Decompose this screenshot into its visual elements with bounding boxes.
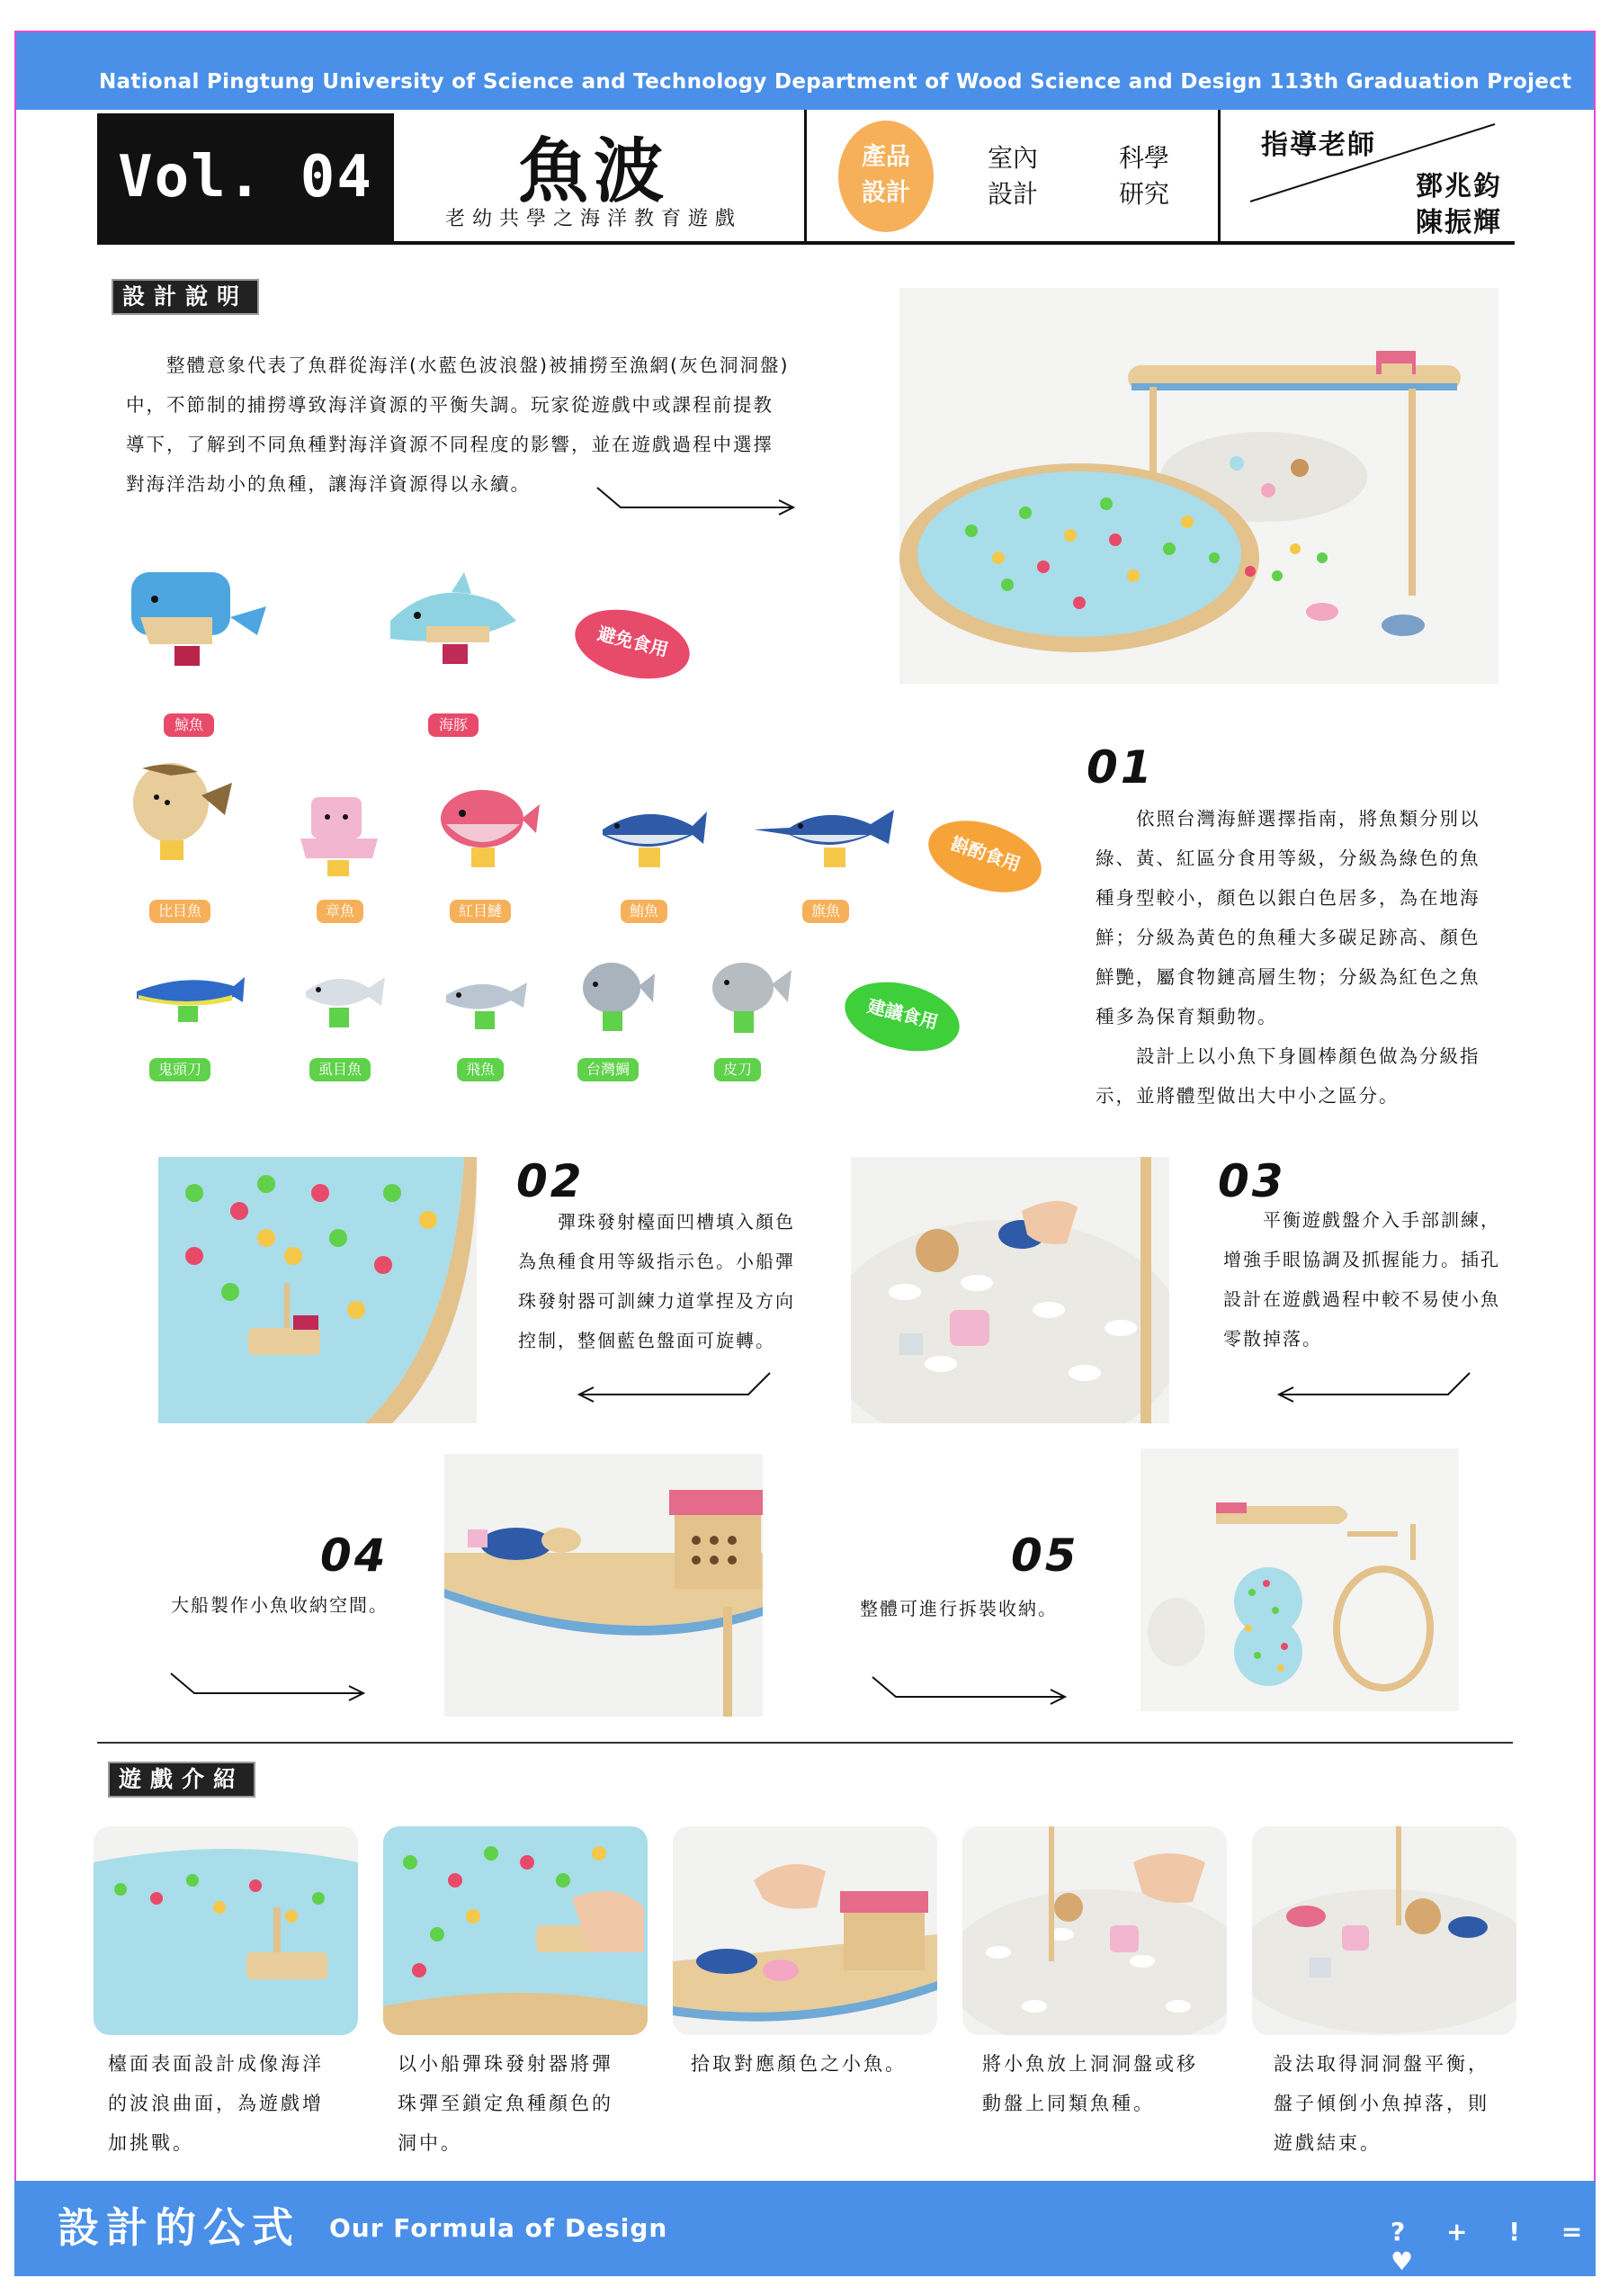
fish-flyingfish xyxy=(441,972,531,1036)
arrow-right xyxy=(167,1670,371,1706)
bubble-avoid: 避免食用 xyxy=(568,598,697,689)
game-caption-2: 以小船彈珠發射器將彈 珠彈至鎖定魚種顏色的 洞中。 xyxy=(398,2053,613,2154)
category-interior-1: 室內 xyxy=(988,143,1039,173)
tag-milkfish: 虱目魚 xyxy=(309,1058,371,1081)
mahi-figure xyxy=(133,972,246,1026)
storage-boat-illustration xyxy=(444,1454,763,1717)
advisor-name-2: 陳振輝 xyxy=(1416,207,1502,238)
fish-tuna xyxy=(594,799,711,880)
pidao-figure xyxy=(707,959,793,1040)
section-label-design: 設計說明 xyxy=(112,279,259,315)
volume-label: Vol. 04 xyxy=(97,113,394,241)
game-caption-4: 將小魚放上洞洞盤或移 動盤上同類魚種。 xyxy=(982,2053,1198,2114)
balance-end-illustration xyxy=(1252,1826,1516,2035)
product-photo xyxy=(899,288,1498,684)
tag-flyingfish: 飛魚 xyxy=(457,1058,504,1081)
footer-subtitle: Our Formula of Design xyxy=(329,2213,668,2243)
tag-mahi: 鬼頭刀 xyxy=(149,1058,210,1081)
category-interior-2: 設計 xyxy=(988,179,1039,209)
step-number-02: 02 xyxy=(516,1155,585,1207)
game-photo-3 xyxy=(673,1826,937,2035)
tag-swordfish: 旗魚 xyxy=(802,900,849,923)
step-02-photo xyxy=(158,1157,477,1423)
wave-surface-illustration xyxy=(94,1826,358,2035)
fish-red-bigeye xyxy=(435,783,543,882)
fish-swordfish xyxy=(754,797,898,880)
product-illustration xyxy=(899,288,1498,684)
header-divider xyxy=(1218,110,1221,243)
game-caption-1: 檯面表面設計成像海洋 的波浪曲面，為遊戲增 加挑戰。 xyxy=(108,2053,324,2154)
arrow-right xyxy=(594,480,801,516)
arrow-right xyxy=(869,1673,1072,1709)
tag-whale: 鯨魚 xyxy=(164,713,214,737)
disassembled-parts-illustration xyxy=(1140,1448,1459,1711)
header-underline xyxy=(97,241,1515,245)
step-05-photo xyxy=(1140,1448,1459,1711)
game-caption-3: 拾取對應顏色之小魚。 xyxy=(691,2053,907,2075)
game-photo-1 xyxy=(94,1826,358,2035)
swordfish-figure xyxy=(754,797,898,880)
octopus-figure xyxy=(291,792,390,882)
step-number-03: 03 xyxy=(1218,1155,1286,1207)
banner-text: National Pingtung University of Science and Technology Department of Wood Science and Design 113th Graduation Project xyxy=(99,70,1572,94)
category-research-2: 研究 xyxy=(1119,179,1170,209)
tag-dolphin: 海豚 xyxy=(428,713,479,737)
game-photo-5 xyxy=(1252,1826,1516,2035)
marble-board-illustration xyxy=(158,1157,477,1423)
step-number-01: 01 xyxy=(1087,741,1155,794)
place-fish-illustration xyxy=(962,1826,1227,2035)
tuna-figure xyxy=(594,799,711,880)
step-04-photo xyxy=(444,1454,763,1717)
step-02-text: 彈珠發射檯面凹槽填入顏色 為魚種食用等級指示色。小船彈 珠發射器可訓練力道掌捏及方向 控制，整個藍色盤面可旋轉。 xyxy=(518,1211,795,1351)
fish-whale xyxy=(122,563,275,689)
step-03-photo xyxy=(851,1157,1169,1423)
design-paragraph: 整體意象代表了魚群從海洋(水藍色波浪盤)被捕撈至漁網(灰色洞洞盤) 中，不節制的捕撈導致海洋資源的平衡失調。玩家從遊戲中或課程前提教 導下，了解到不同魚種對海洋資源不同程度的影響，並在遊戲過程中選擇 對海洋浩劫小的魚種，讓海洋資源得以永續。 xyxy=(126,354,790,495)
project-title: 魚波 xyxy=(517,130,669,212)
tag-red-bigeye: 紅目鰱 xyxy=(450,900,511,923)
footer-title: 設計的公式 xyxy=(58,2203,300,2252)
fish-tilapia xyxy=(576,959,657,1036)
tag-tilapia: 台灣鯛 xyxy=(577,1058,639,1081)
advisor-name-1: 鄧兆鈞 xyxy=(1416,171,1502,202)
section-label-game: 遊戲介紹 xyxy=(108,1762,255,1798)
game-photo-4 xyxy=(962,1826,1227,2035)
step-05-text: 整體可進行拆裝收納。 xyxy=(860,1598,1058,1619)
fish-dolphin xyxy=(381,567,534,693)
fish-octopus xyxy=(291,792,390,882)
project-subtitle: 老幼共學之海洋教育遊戲 xyxy=(444,208,742,230)
bubble-moderate: 斟酌食用 xyxy=(919,808,1051,906)
tag-flounder: 比目魚 xyxy=(149,900,210,923)
arrow-left xyxy=(572,1368,775,1404)
step-number-04: 04 xyxy=(320,1529,389,1582)
fish-pidao xyxy=(707,959,793,1040)
pick-fish-illustration xyxy=(673,1826,937,2035)
fish-flounder xyxy=(126,756,243,864)
flyingfish-figure xyxy=(441,972,531,1036)
balance-board-illustration xyxy=(851,1157,1169,1423)
game-caption-5: 設法取得洞洞盤平衡， 盤子傾倒小魚掉落，則 遊戲結束。 xyxy=(1274,2053,1489,2154)
category-product-1: 產品 xyxy=(862,143,910,171)
bubble-recommend: 建議食用 xyxy=(837,971,967,1062)
fish-milkfish xyxy=(299,964,389,1036)
marble-launch-illustration xyxy=(383,1826,648,2035)
red-bigeye-figure xyxy=(435,783,543,882)
step-01-text: 依照台灣海鮮選擇指南，將魚類分別以 綠、黃、紅區分食用等級，分級為綠色的魚 種身型較小，顏色以銀白色居多，為在地海 鮮；分級為黃色的魚種大多碳足跡高、顏色 鮮艷，屬食物鏈高層生物；分級為紅色之魚 種多為保育類動物。 設計上以小魚下身圓棒顏色做為分級指 示，並將體型做出大中小之區分。 xyxy=(1096,808,1480,1107)
whale-figure xyxy=(122,563,275,689)
tilapia-figure xyxy=(576,959,657,1036)
section-divider xyxy=(97,1742,1513,1744)
header-divider xyxy=(804,110,807,243)
tag-pidao: 皮刀 xyxy=(714,1058,761,1081)
dolphin-figure xyxy=(381,567,534,693)
category-product-2: 設計 xyxy=(862,179,910,207)
step-03-text: 平衡遊戲盤介入手部訓練， 增強手眼協調及抓握能力。插孔 設計在遊戲過程中較不易使小魚 零散掉落。 xyxy=(1223,1209,1500,1350)
flounder-figure xyxy=(126,756,243,864)
advisor-label: 指導老師 xyxy=(1261,130,1376,161)
step-number-05: 05 xyxy=(1011,1529,1079,1582)
step-04-text: 大船製作小魚收納空間。 xyxy=(171,1594,389,1616)
category-research-1: 科學 xyxy=(1119,143,1170,173)
footer-formula: ? + ! = ♥ xyxy=(1391,2217,1599,2276)
fish-mahi xyxy=(133,972,246,1026)
milkfish-figure xyxy=(299,964,389,1036)
tag-octopus: 章魚 xyxy=(317,900,363,923)
arrow-left xyxy=(1272,1368,1475,1404)
game-photo-2 xyxy=(383,1826,648,2035)
tag-tuna: 鮪魚 xyxy=(621,900,667,923)
